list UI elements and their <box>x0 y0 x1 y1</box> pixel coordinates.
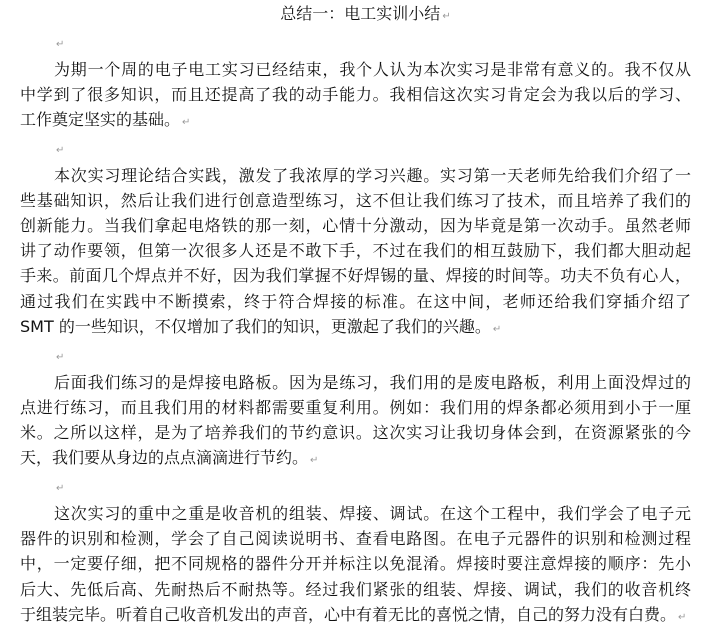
paragraph-line <box>20 420 691 445</box>
paragraph-line <box>20 445 691 473</box>
paragraph-mark-icon: ↵ <box>182 116 191 128</box>
document-body <box>20 1 691 630</box>
paragraph-line <box>20 82 691 107</box>
line-text: 天，我们要从身边的点点滴滴进行节约。 <box>20 448 309 468</box>
empty-paragraph <box>20 29 691 57</box>
paragraph-line <box>20 370 691 395</box>
paragraph-mark-icon: ↵ <box>56 144 65 156</box>
paragraph-line <box>20 107 691 135</box>
line-text: 为期一个周的电子电工实习已经结束，我个人认为本次实习是非常有意义的。我不仅从 <box>54 59 691 79</box>
paragraph-line <box>20 188 691 213</box>
line-text: 器件的识别和检测，学会了自己阅读说明书、查看电路图。在电子元器件的识别和检测过程 <box>20 529 691 549</box>
line-text: SMT 的一些知识，不仅增加了我们的知识，更激起了我们的兴趣。 <box>20 316 491 336</box>
line-text: 创新能力。当我们拿起电烙铁的那一刻，心情十分激动，因为毕竟是第一次动手。虽然老师 <box>20 216 691 236</box>
line-text: 讲了动作要领，但第一次很多人还是不敢下手，不过在我们的相互鼓励下，我们都大胆动起 <box>20 241 691 261</box>
paragraph-line <box>20 526 691 551</box>
line-text: 工作奠定坚实的基础。 <box>20 109 181 129</box>
paragraph-mark-icon: ↵ <box>56 483 65 495</box>
empty-paragraph <box>20 135 691 163</box>
line-text: 些基础知识，然后让我们进行创意造型练习，这不但让我们练习了技术，而且培养了我们的 <box>20 191 691 211</box>
line-text: 这次实习的重中之重是收音机的组装、焊接、调试。在这个工程中，我们学会了电子元 <box>54 504 691 524</box>
line-text: 于组装完毕。听着自己收音机发出的声音，心中有着无比的喜悦之情，自己的努力没有白费。 <box>20 604 677 624</box>
paragraph-line <box>20 163 691 188</box>
paragraph-line <box>20 238 691 263</box>
line-text: 后大、先低后高、先耐热后不耐热等。经过我们紧张的组装、焊接、调试，我们的收音机终 <box>20 579 691 599</box>
line-text: 通过我们在实践中不断摸索，终于符合焊接的标准。在这中间，老师还给我们穿插介绍了 <box>20 291 691 311</box>
paragraph-line <box>20 395 691 420</box>
empty-paragraph <box>20 473 691 501</box>
line-text: 后面我们练习的是焊接电路板。因为是练习，我们用的是废电路板，利用上面没焊过的 <box>54 372 691 392</box>
paragraph-line <box>20 501 691 526</box>
paragraph-line <box>20 602 691 630</box>
paragraph-line <box>20 551 691 576</box>
paragraph-line <box>20 289 691 314</box>
line-text: 点进行练习，而且我们用的材料都需要重复利用。例如：我们用的焊条都必须用到小于一厘 <box>20 397 691 417</box>
empty-paragraph <box>20 342 691 370</box>
line-text: 本次实习理论结合实践，激发了我浓厚的学习兴趣。实习第一天老师先给我们介绍了一 <box>54 166 691 186</box>
paragraph-mark-icon: ↵ <box>310 455 319 467</box>
title-text: 总结一：电工实训小结 <box>280 3 441 23</box>
paragraph-line <box>20 57 691 82</box>
line-text: 中，一定要仔细，把不同规格的器件分开并标注以免混淆。焊接时要注意焊接的顺序：先小 <box>20 554 691 574</box>
paragraph-mark-icon: ↵ <box>442 10 451 22</box>
line-text: 手来。前面几个焊点并不好，因为我们掌握不好焊锡的量、焊接的时间等。功夫不负有心人， <box>20 266 691 286</box>
line-text: 中学到了很多知识，而且还提高了我的动手能力。我相信这次实习肯定会为我以后的学习、 <box>20 84 691 104</box>
paragraph-line <box>20 213 691 238</box>
paragraph-mark-icon: ↵ <box>678 611 687 623</box>
paragraph-mark-icon: ↵ <box>56 38 65 50</box>
paragraph-line <box>20 577 691 602</box>
line-text: 米。之所以这样，是为了培养我们的节约意识。这次实习让我切身体会到，在资源紧张的今 <box>20 423 691 442</box>
paragraph-line <box>20 263 691 288</box>
document-title <box>20 1 691 29</box>
paragraph-line <box>20 314 691 342</box>
paragraph-mark-icon: ↵ <box>492 323 502 335</box>
paragraph-mark-icon: ↵ <box>56 351 65 363</box>
